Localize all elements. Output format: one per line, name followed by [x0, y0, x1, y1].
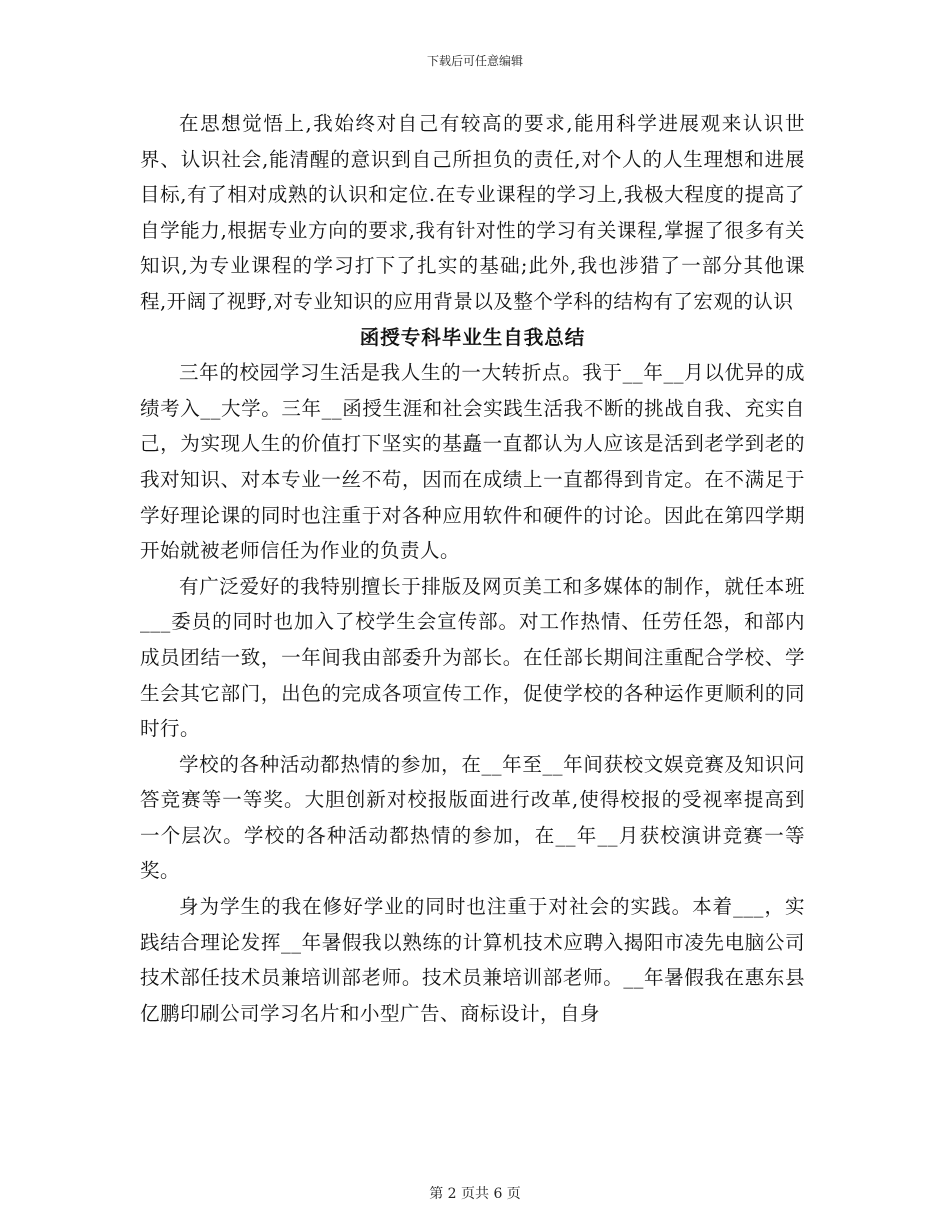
paragraph-1: 在思想觉悟上,我始终对自己有较高的要求,能用科学进展观来认识世界、认识社会,能清醒的意识到自己所担负的责任,对个人的人生理想和进展目标,有了相对成熟的认识和定位.在专业课程的学习上,我极大程度的提高了自学能力,根据专业方向的要求,我有针对性的学习有关课程,掌握了很多有关知识,为专业课程的学习打下了扎实的基础;此外,我也涉猎了一部分其他课程,开阔了视野,对专业知识的应用背景以及整个学科的结构有了宏观的认识 — [140, 112, 805, 313]
page-footer: 第 2 页共 6 页 — [429, 1186, 521, 1202]
paragraph-2: 三年的校园学习生活是我人生的一大转折点。我于__年__月以优异的成绩考入__大学。三年__函授生涯和社会实践生活我不断的挑战自我、充实自己，为实现人生的价值打下坚实的基矗一直都认为人应该是活到老学到老的我对知识、对本专业一丝不苟，因而在成绩上一直都得到肯定。在不满足于学好理论课的同时也注重于对各种应用软件和硬件的讨论。因此在第四学期开始就被老师信任为作业的负责人。 — [140, 361, 805, 563]
paragraph-3: 有广泛爱好的我特别擅长于排版及网页美工和多媒体的制作，就任本班___委员的同时也加入了校学生会宣传部。对工作热情、任劳任怨，和部内成员团结一致，一年间我由部委升为部长。在任部长期间注重配合学校、学生会其它部门，出色的完成各项宣传工作，促使学校的各种运作更顺利的同时行。 — [140, 574, 805, 741]
paragraph-4: 学校的各种活动都热情的参加，在__年至__年间获校文娱竞赛及知识问答竞赛等一等奖。大胆创新对校报版面进行改革,使得校报的受视率提高到一个层次。学校的各种活动都热情的参加，在__年__月获校演讲竞赛一等奖。 — [140, 752, 805, 883]
document-body — [140, 106, 805, 1031]
page-header: 下载后可任意编辑 — [426, 54, 523, 68]
section-title: 函授专科毕业生自我总结 — [359, 325, 586, 349]
paragraph-5: 身为学生的我在修好学业的同时也注重于对社会的实践。本着___，实践结合理论发挥__年暑假我以熟练的计算机技术应聘入揭阳市凌先电脑公司技术部任技术员兼培训部老师。技术员兼培训部老师。__年暑假我在惠东县亿鹏印刷公司学习名片和小型广告、商标设计，自身 — [140, 895, 805, 1025]
